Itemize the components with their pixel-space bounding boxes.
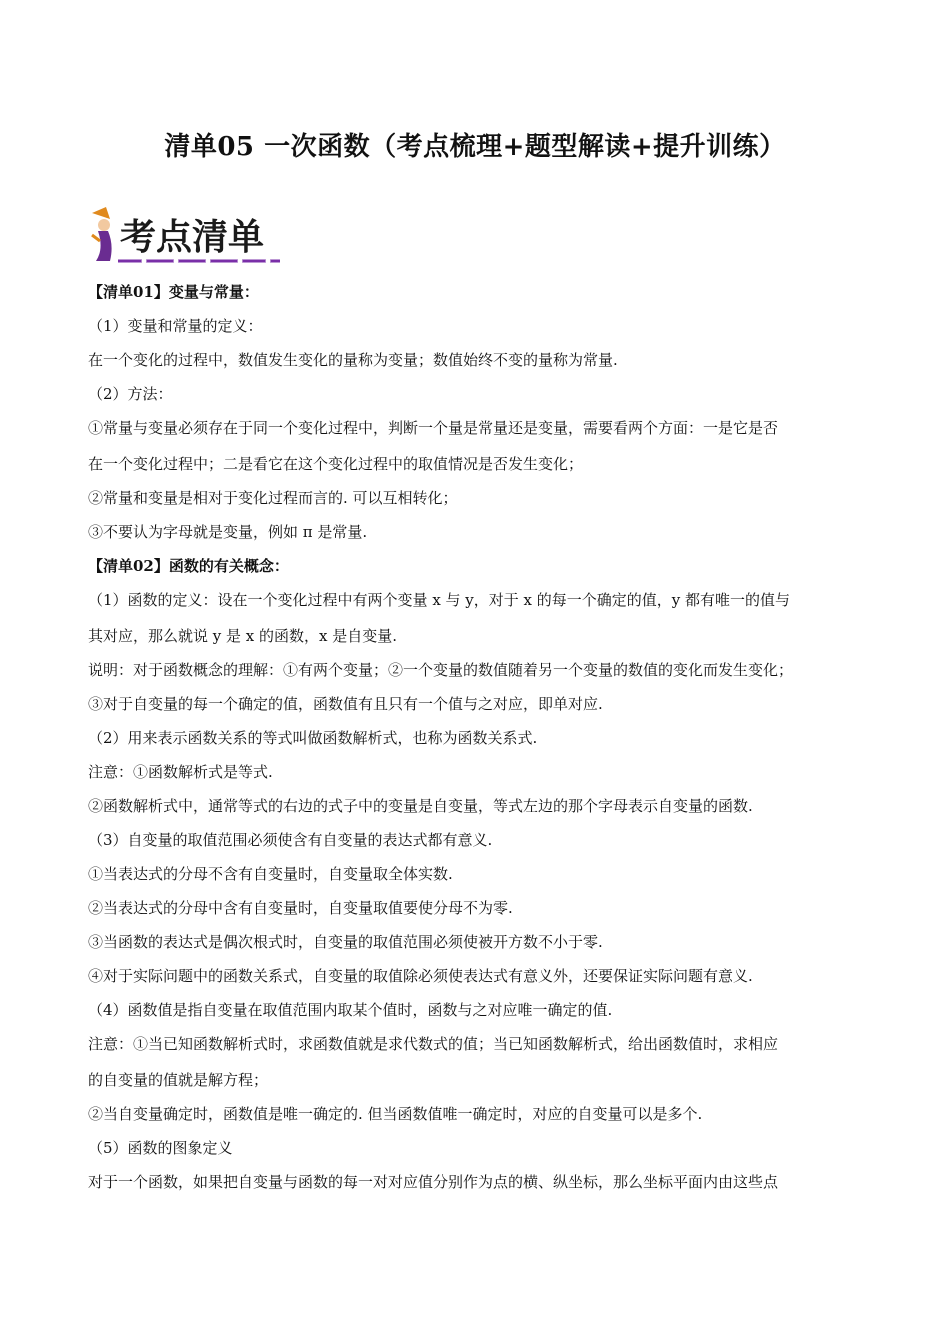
section-banner	[88, 205, 284, 269]
banner-graphic	[88, 205, 284, 269]
paragraph-line: 说明：对于函数概念的理解：①有两个变量；②一个变量的数值随着另一个变量的数值的变化而发生变化；	[88, 661, 794, 679]
paragraph-line: （2）用来表示函数关系的等式叫做函数解析式，也称为函数关系式.	[88, 729, 538, 747]
paragraph-line: ②常量和变量是相对于变化过程而言的. 可以互相转化；	[88, 489, 458, 507]
paragraph-line: 在一个变化的过程中，数值发生变化的量称为变量；数值始终不变的量称为常量.	[88, 351, 618, 369]
paragraph-line: ②函数解析式中，通常等式的右边的式子中的变量是自变量，等式左边的那个字母表示自变量的函数.	[88, 797, 753, 815]
paragraph-line: 其对应，那么就说 y 是 x 的函数，x 是自变量.	[88, 627, 398, 645]
paragraph-line: 的自变量的值就是解方程；	[88, 1071, 269, 1089]
paragraph-line: 对于一个函数，如果把自变量与函数的每一对对应值分别作为点的横、纵坐标，那么坐标平面内由这些点	[88, 1173, 779, 1191]
paragraph-line: 注意：①当已知函数解析式时，求函数值就是求代数式的值；当已知函数解析式，给出函数值时，求相应	[88, 1035, 779, 1053]
paragraph-line: ②当表达式的分母中含有自变量时，自变量取值要使分母不为零.	[88, 899, 513, 917]
paragraph-line: （1）变量和常量的定义：	[88, 317, 263, 335]
paragraph-line: ③不要认为字母就是变量，例如 π 是常量.	[88, 523, 368, 541]
banner-text: 考点清单	[120, 216, 265, 258]
paragraph-line: 注意：①函数解析式是等式.	[88, 763, 273, 781]
section-heading-function-concepts: 【清单02】函数的有关概念：	[88, 557, 289, 575]
section-heading-variables-constants: 【清单01】变量与常量：	[88, 283, 259, 301]
paragraph-line: （4）函数值是指自变量在取值范围内取某个值时，函数与之对应唯一确定的值.	[88, 1001, 613, 1019]
paragraph-line: 在一个变化过程中；二是看它在这个变化过程中的取值情况是否发生变化；	[88, 455, 584, 473]
paragraph-line: （5）函数的图象定义	[88, 1139, 233, 1157]
paragraph-line: ①常量与变量必须存在于同一个变化过程中，判断一个量是常量还是变量，需要看两个方面：一是它是否	[88, 419, 779, 437]
document-body	[88, 282, 868, 1206]
paragraph-line: （1）函数的定义：设在一个变化过程中有两个变量 x 与 y，对于 x 的每一个确定的值，y 都有唯一的值与	[88, 591, 791, 609]
paragraph-line: （3）自变量的取值范围必须使含有自变量的表达式都有意义.	[88, 831, 493, 849]
paragraph-line: ④对于实际问题中的函数关系式，自变量的取值除必须使表达式有意义外，还要保证实际问题有意义.	[88, 967, 753, 985]
paragraph-line: ②当自变量确定时，函数值是唯一确定的. 但当函数值唯一确定时，对应的自变量可以是多个.	[88, 1105, 703, 1123]
paragraph-line: （2）方法：	[88, 385, 173, 403]
paragraph-line: ①当表达式的分母不含有自变量时，自变量取全体实数.	[88, 865, 453, 883]
paragraph-line: ③对于自变量的每一个确定的值，函数值有且只有一个值与之对应，即单对应.	[88, 695, 603, 713]
banner-figure-icon	[92, 207, 112, 261]
page-title: 清单05 一次函数（考点梳理+题型解读+提升训练）	[164, 132, 786, 162]
paragraph-line: ③当函数的表达式是偶次根式时，自变量的取值范围必须使被开方数不小于零.	[88, 933, 603, 951]
